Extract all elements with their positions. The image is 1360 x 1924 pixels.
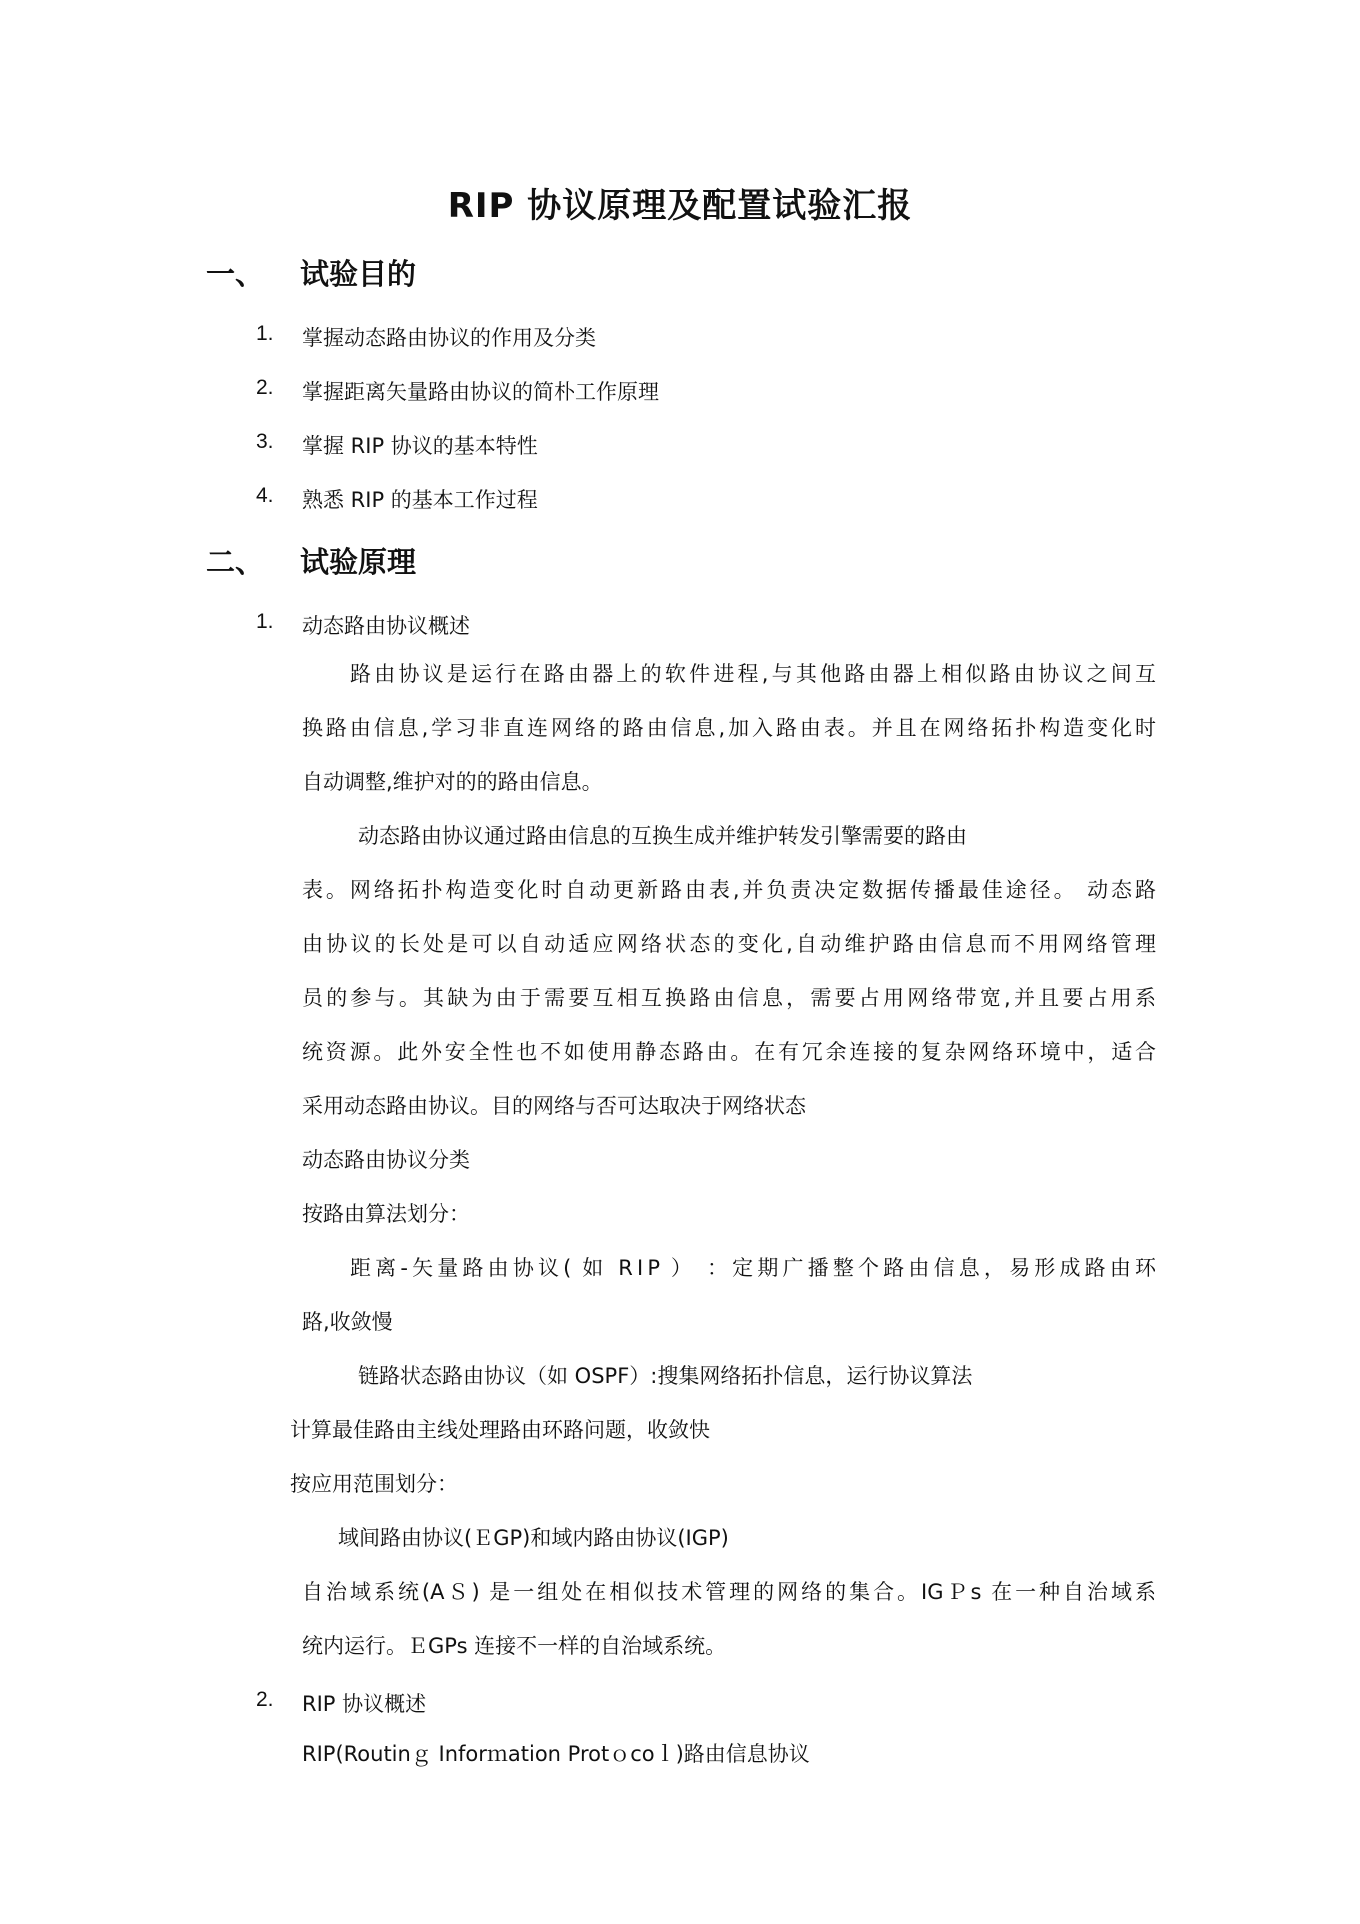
list-item-text: 掌握 RⅠP 协议的基本特性: [302, 434, 538, 458]
paragraph-line: RIP(Routinｇ Inforｍation Protｏcoｌ)路由信息协议: [302, 1742, 810, 1766]
paragraph-line: 动态路由协议通过路由信息的互换生成并维护转发引擎需要的路由: [358, 824, 967, 848]
paragraph-line: 域间路由协议(ＥGP)和域内路由协议(IGP): [338, 1526, 729, 1550]
list-item-number: 4.: [256, 484, 274, 507]
document-title: RⅠP 协议原理及配置试验汇报: [447, 186, 913, 226]
paragraph-line: 员的参与。其缺为由于需要互相互换路由信息，需要占用网络带宽,并且要占用系: [302, 986, 1156, 1010]
paragraph-line: 自动调整,维护对的的路由信息。: [302, 770, 603, 794]
list-item-number: 2.: [256, 1688, 274, 1711]
paragraph-line: 统资源。此外安全性也不如使用静态路由。在有冗余连接的复杂网络环境中，适合: [302, 1040, 1156, 1064]
paragraph-line: 路由协议是运行在路由器上的软件进程,与其他路由器上相似路由协议之间互: [350, 662, 1156, 686]
paragraph-line: 按路由算法划分：: [302, 1202, 470, 1226]
section-number: 二、: [206, 545, 265, 579]
paragraph-line: 自治域系统(AＳ) 是一组处在相似技术管理的网络的集合。IGＰs 在一种自治域系: [302, 1580, 1156, 1604]
list-item-number: 2.: [256, 376, 274, 399]
paragraph-line: 计算最佳路由主线处理路由环路问题，收敛快: [290, 1418, 710, 1442]
paragraph-line: 路,收敛慢: [302, 1310, 393, 1334]
paragraph-line: 表。网络拓扑构造变化时自动更新路由表,并负责决定数据传播最佳途径。 动态路: [302, 878, 1156, 902]
paragraph-line: 采用动态路由协议。目的网络与否可达取决于网络状态: [302, 1094, 806, 1118]
list-item-number: 1.: [256, 610, 274, 633]
section-title: 试验原理: [300, 545, 417, 579]
list-item-text: 动态路由协议概述: [302, 614, 470, 638]
list-item-number: 3.: [256, 430, 274, 453]
list-item-number: 1.: [256, 322, 274, 345]
paragraph-line: 链路状态路由协议（如 OSPF）:搜集网络拓扑信息，运行协议算法: [358, 1364, 973, 1388]
paragraph-line: 统内运行。ＥGPs 连接不一样的自治域系统。: [302, 1634, 727, 1658]
list-item-text: 掌握距离矢量路由协议的简朴工作原理: [302, 380, 659, 404]
paragraph-line: 距离-矢量路由协议( 如 RⅠP ） ：定期广播整个路由信息，易形成路由环: [350, 1256, 1156, 1280]
paragraph-line: 按应用范围划分：: [290, 1472, 458, 1496]
list-item-text: 熟悉 RIP 的基本工作过程: [302, 488, 538, 512]
list-item-text: RⅠP 协议概述: [302, 1692, 427, 1716]
paragraph-line: 动态路由协议分类: [302, 1148, 470, 1172]
paragraph-line: 由协议的长处是可以自动适应网络状态的变化,自动维护路由信息而不用网络管理: [302, 932, 1156, 956]
list-item-text: 掌握动态路由协议的作用及分类: [302, 326, 596, 350]
section-title: 试验目的: [300, 257, 417, 291]
section-number: 一、: [206, 257, 265, 291]
paragraph-line: 换路由信息,学习非直连网络的路由信息,加入路由表。并且在网络拓扑构造变化时: [302, 716, 1156, 740]
